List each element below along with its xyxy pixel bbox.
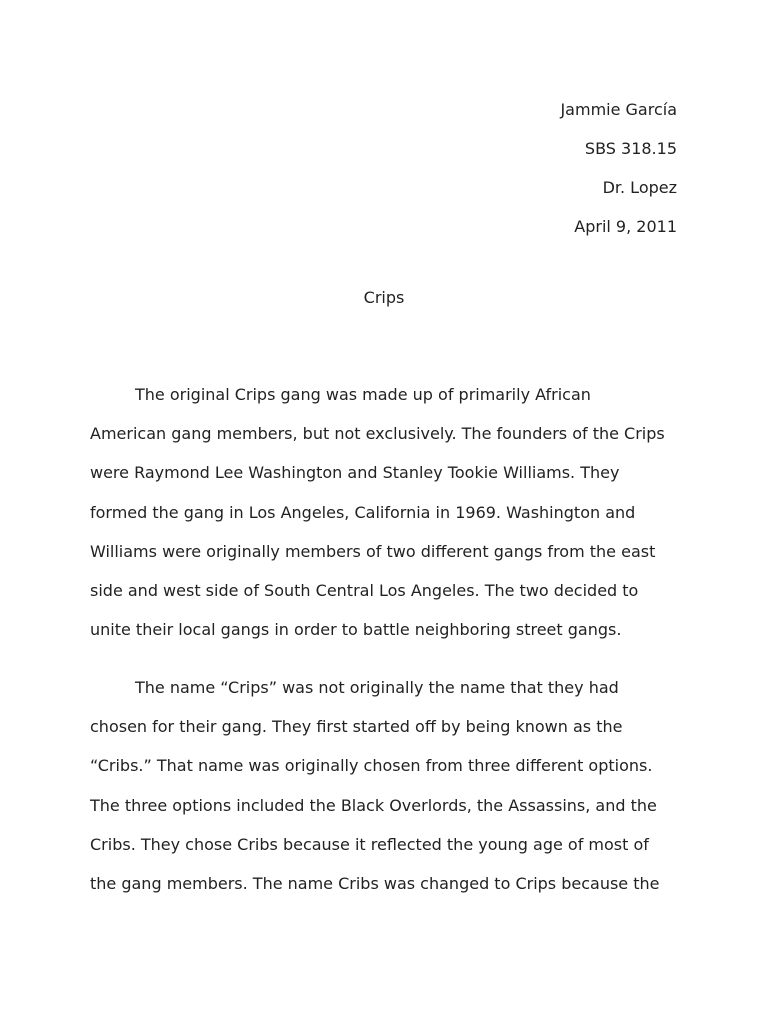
- paragraph-line: The three options included the Black Overlords, the Assassins, and the: [90, 795, 657, 815]
- paragraph-1: [90, 375, 678, 649]
- paragraph-line: The original Crips gang was made up of primarily African: [135, 385, 591, 404]
- course-code: SBS 318.15: [584, 139, 677, 158]
- instructor-name: Dr. Lopez: [602, 178, 677, 197]
- document-date: April 9, 2011: [574, 217, 677, 236]
- paragraph-line: unite their local gangs in order to battle neighboring street gangs.: [90, 620, 622, 640]
- paragraph-line: formed the gang in Los Angeles, California in 1969. Washington and: [90, 502, 636, 522]
- paragraph-line: were Raymond Lee Washington and Stanley Tookie Williams. They: [90, 463, 620, 483]
- author-name: Jammie García: [560, 100, 677, 119]
- paragraph-line: the gang members. The name Cribs was changed to Crips because the: [90, 873, 660, 893]
- paragraph-line: chosen for their gang. They first started off by being known as the: [90, 717, 623, 737]
- document-header: [560, 90, 677, 246]
- paragraph-line: side and west side of South Central Los Angeles. The two decided to: [90, 580, 639, 600]
- paragraph-2: [90, 668, 678, 903]
- paragraph-line: American gang members, but not exclusively. The founders of the Crips: [90, 424, 665, 444]
- paragraph-line: The name “Crips” was not originally the name that they had: [135, 678, 619, 697]
- paragraph-line: Williams were originally members of two different gangs from the east: [90, 541, 656, 561]
- paragraph-line: Cribs. They chose Cribs because it reflected the young age of most of: [90, 834, 649, 854]
- document-title: Crips: [363, 288, 405, 307]
- paragraph-line: “Cribs.” That name was originally chosen from three different options.: [90, 756, 653, 776]
